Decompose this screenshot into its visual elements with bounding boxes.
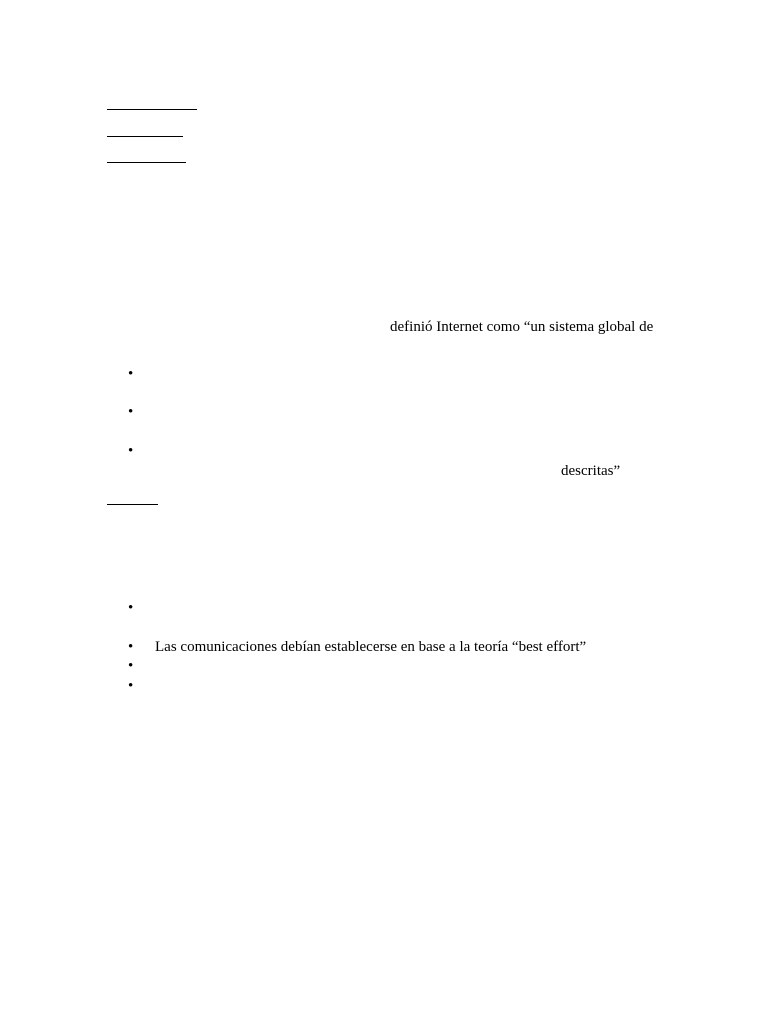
list-bullet-3: • [128, 443, 134, 459]
heading-underline-1 [107, 109, 197, 110]
list-bullet-4: • [128, 600, 134, 616]
list-bullet-5: • [128, 639, 134, 655]
list-bullet-1: • [128, 366, 134, 382]
list-bullet-6: • [128, 658, 134, 674]
list-bullet-7: • [128, 678, 134, 694]
heading-underline-3 [107, 162, 186, 163]
section-heading-underline [107, 504, 158, 505]
heading-underline-2 [107, 136, 183, 137]
best-effort-list-item: Las comunicaciones debían establecerse en base a la teoría “best effort” [155, 639, 587, 655]
list-bullet-2: • [128, 404, 134, 420]
paragraph-fragment: definió Internet como “un sistema global de [390, 319, 654, 335]
quote-end-fragment: descritas” [561, 463, 621, 479]
